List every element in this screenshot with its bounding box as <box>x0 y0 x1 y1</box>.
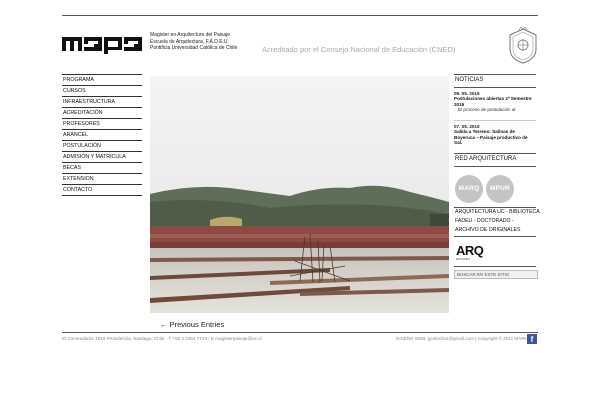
link-arquitectura-uc[interactable]: ARQUITECTURA UC - BIBLIOTECA <box>455 209 540 215</box>
tagline-line: Pontificia Universidad Católica de Chile <box>150 45 238 51</box>
tagline-line: Escuela de Arquitectura, F.A.D.E.U. <box>150 38 229 45</box>
mapa-logo[interactable] <box>62 34 144 54</box>
nav-item-programa[interactable]: PROGRAMA <box>62 74 142 86</box>
footer-address: El Comendador 1916 Providencia, Santiago, Chile - T +56 2 2354 7713 / E magisterpaisaje@uc.cl <box>62 336 262 341</box>
footer-credits[interactable]: DISEÑO WEB: gcolectivo@gmail.com | Copyright © 2011 MAPA <box>396 336 528 341</box>
nav-item-postulacion[interactable]: POSTULACIÓN <box>62 141 142 152</box>
news-date: 07. 05. 2016 <box>454 124 480 129</box>
red-arquitectura-title: RED ARQUITECTURA <box>455 156 517 162</box>
tagline-line: Magister en Arquitectura del Paisaje <box>150 32 231 38</box>
news-top-rule <box>454 74 536 75</box>
red-top-rule <box>454 153 536 154</box>
featured-landscape-photo[interactable] <box>150 76 449 313</box>
accreditation-note: Acreditado por el Consejo Nacional de Educación (CNED) <box>262 45 456 54</box>
arq-logo-text: ARQ <box>456 243 484 258</box>
link-archivo-originales[interactable]: ARCHIVO DE ORIGINALES <box>455 227 521 233</box>
university-seal-icon[interactable] <box>508 27 538 65</box>
search-top-rule <box>454 266 536 267</box>
link-fadeu-doctorado[interactable]: FADEU - DOCTORADO - <box>455 218 514 224</box>
marq-circle-link[interactable]: MARQ <box>455 175 483 203</box>
header-top-rule <box>62 15 538 16</box>
nav-item-profesores[interactable]: PROFESORES <box>62 119 142 130</box>
facebook-icon[interactable]: f <box>527 334 537 344</box>
program-tagline <box>150 32 237 52</box>
arq-logo-sub: EDICIONES <box>456 258 470 261</box>
previous-entries-link[interactable]: ← Previous Entries <box>160 320 225 329</box>
site-search-input[interactable]: BUSCAR EN ESTE SITIO <box>454 270 538 279</box>
news-item[interactable] <box>454 124 536 146</box>
red-title-rule <box>454 166 536 167</box>
news-date: 09. 05. 2016 <box>454 91 480 96</box>
arq-ediciones-logo[interactable] <box>456 243 483 261</box>
news-divider <box>454 120 536 121</box>
mpur-circle-link[interactable]: MPUR <box>486 175 514 203</box>
nav-item-admision[interactable]: ADMISIÓN Y MATRÍCULA <box>62 152 142 163</box>
news-excerpt: El proceso de postulación al <box>458 107 516 113</box>
news-section-title: NOTICIAS <box>455 77 484 83</box>
external-links <box>455 208 540 235</box>
news-title-rule <box>454 87 536 88</box>
nav-item-contacto[interactable]: CONTACTO <box>62 185 142 196</box>
news-item[interactable] <box>454 91 536 112</box>
footer-rule <box>62 332 538 333</box>
news-title[interactable]: Salida a Terreno: Salinas de Boyeruca – Paisaje productivo de Sal. <box>454 129 528 146</box>
news-title[interactable]: Postulaciones abiertas 2º Semestre 2016 <box>454 96 532 107</box>
links-bottom-rule <box>454 236 536 237</box>
nav-item-acreditacion[interactable]: ACREDITACIÓN <box>62 108 142 119</box>
main-nav <box>62 74 142 196</box>
nav-item-arancel[interactable]: ARANCEL <box>62 130 142 141</box>
nav-item-extension[interactable]: EXTENSION <box>62 174 142 185</box>
nav-item-becas[interactable]: BECAS <box>62 163 142 174</box>
nav-item-cursos[interactable]: CURSOS <box>62 86 142 97</box>
nav-item-infraestructura[interactable]: INFRAESTRUCTURA <box>62 97 142 108</box>
